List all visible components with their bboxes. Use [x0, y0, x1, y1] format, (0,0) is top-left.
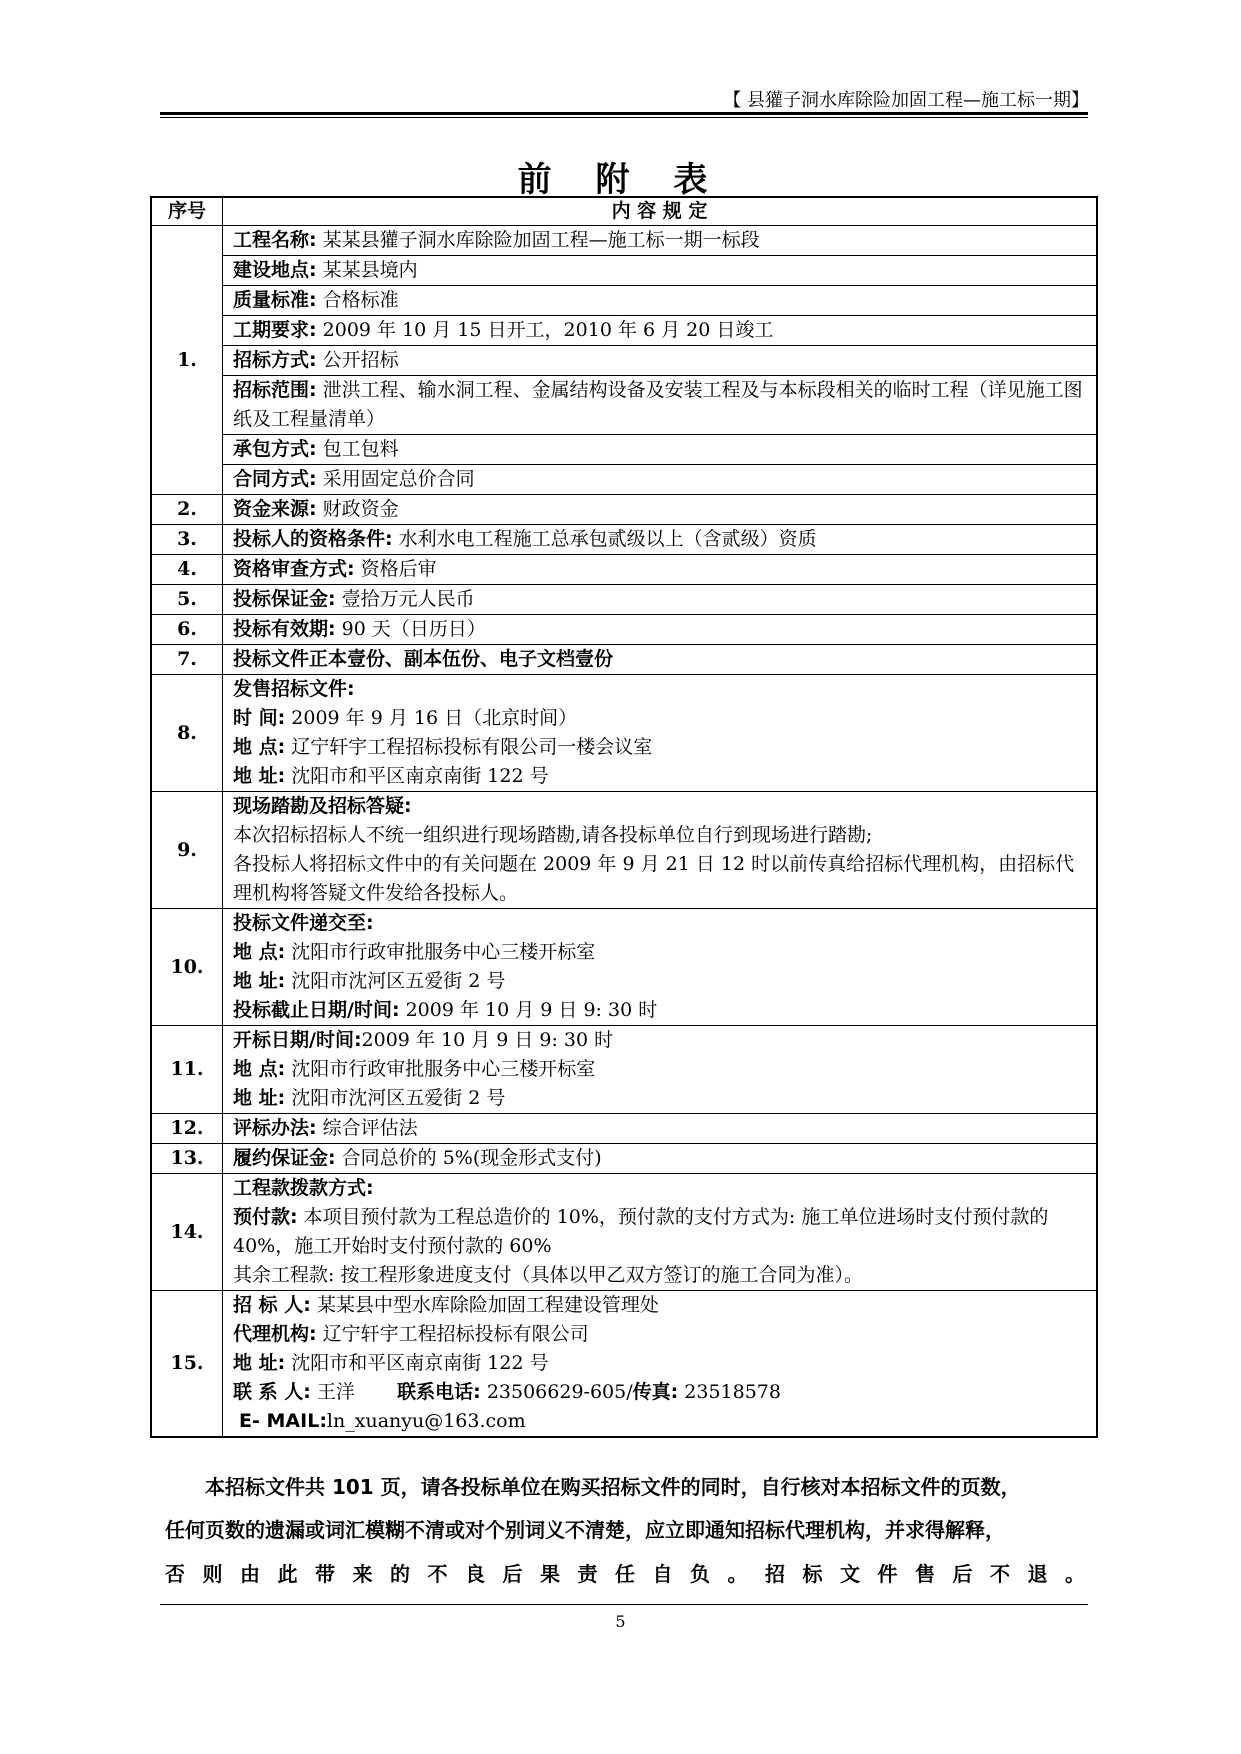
table-row — [151, 435, 1097, 465]
field-value: 沈阳市行政审批服务中心三楼开标室 — [291, 1058, 596, 1080]
table-row — [151, 909, 1097, 1026]
table-cell — [223, 256, 1098, 286]
field-label: 联 系 人: — [233, 1381, 311, 1403]
field-value: 90 天（日历日） — [341, 618, 486, 640]
row-number: 6. — [151, 615, 223, 645]
table-cell — [223, 376, 1098, 435]
table-cell — [223, 585, 1098, 615]
detail-line — [233, 938, 1086, 967]
field-label: 投标文件正本壹份、副本伍份、电子文档壹份 — [233, 648, 614, 670]
field-value: 包工包料 — [322, 438, 399, 460]
table-row — [151, 1114, 1097, 1144]
field-value: 某某县境内 — [322, 259, 418, 281]
table-row — [151, 1026, 1097, 1114]
field-value: 辽宁轩宇工程招标投标有限公司一楼会议室 — [291, 736, 653, 758]
table-cell — [223, 495, 1098, 525]
row-number: 2. — [151, 495, 223, 525]
email-value: ln_xuanyu@163.com — [326, 1410, 526, 1432]
notice-line-1: 本招标文件共 101 页，请各投标单位在购买招标文件的同时，自行核对本招标文件的页数， — [205, 1475, 1021, 1499]
field-value: 2009 年 9 月 16 日（北京时间） — [291, 707, 578, 729]
table-cell — [223, 675, 1098, 792]
field-value: 水利水电工程施工总承包贰级以上（含贰级）资质 — [398, 528, 817, 550]
field-label: 地 址: — [233, 1352, 286, 1374]
table-row — [151, 346, 1097, 376]
field-label: 开标日期/时间: — [233, 1029, 362, 1051]
field-value: 23506629-605/ — [486, 1381, 633, 1403]
row-number: 4. — [151, 555, 223, 585]
field-label: 地 点: — [233, 1058, 286, 1080]
header-rule-thin — [160, 117, 1088, 118]
table-cell — [223, 1291, 1098, 1438]
field-value: 综合评估法 — [322, 1117, 418, 1139]
field-value: 本项目预付款为工程总造价的 10%，预付款的支付方式为: 施工单位进场时支付预付款的 40%，施工开始时支付预付款的 60% — [233, 1206, 1049, 1257]
table-cell — [223, 555, 1098, 585]
field-label: 招 标 人: — [233, 1294, 311, 1316]
table-cell — [223, 525, 1098, 555]
header-rule-thick — [160, 112, 1088, 115]
table-cell — [223, 286, 1098, 316]
detail-line — [233, 1055, 1086, 1084]
field-value: 某某县獾子洞水库除险加固工程—施工标一期一标段 — [322, 229, 760, 251]
row-number: 7. — [151, 645, 223, 675]
field-value: 财政资金 — [322, 498, 399, 520]
table-row — [151, 525, 1097, 555]
detail-line — [233, 1320, 1086, 1349]
field-value: 沈阳市行政审批服务中心三楼开标室 — [291, 941, 596, 963]
field-label: 地 点: — [233, 736, 286, 758]
field-label: 地 址: — [233, 970, 286, 992]
section-heading: 发售招标文件: — [233, 678, 355, 700]
field-value: 2009 年 10 月 9 日 9: 30 时 — [405, 999, 658, 1021]
table-cell — [223, 1114, 1098, 1144]
field-label: 地 址: — [233, 765, 286, 787]
field-label: 代理机构: — [233, 1323, 317, 1345]
page-number: 5 — [615, 1612, 626, 1631]
table-cell — [223, 226, 1098, 256]
table-cell — [223, 909, 1098, 1026]
table-row — [151, 256, 1097, 286]
field-value: 2009 年 10 月 15 日开工，2010 年 6 月 20 日竣工 — [322, 319, 774, 341]
detail-line — [233, 1291, 1086, 1320]
field-label: 资金来源: — [233, 498, 317, 520]
detail-line — [233, 967, 1086, 996]
field-label: 投标截止日期/时间: — [233, 999, 400, 1021]
field-value: 公开招标 — [322, 349, 399, 371]
row-number: 1. — [151, 226, 223, 495]
table-row — [151, 1291, 1097, 1438]
field-value: 沈阳市沈河区五爱街 2 号 — [291, 1087, 506, 1109]
field-value: 合格标准 — [322, 289, 399, 311]
field-label: 招标范围: — [233, 379, 317, 401]
detail-line: 本次招标招标人不统一组织进行现场踏勘,请各投标单位自行到现场进行踏勘; — [233, 824, 873, 846]
field-label: 投标人的资格条件: — [233, 528, 393, 550]
table-row — [151, 675, 1097, 792]
field-label: 评标办法: — [233, 1117, 317, 1139]
field-label: 投标保证金: — [233, 588, 336, 610]
detail-line — [233, 1084, 1086, 1113]
section-heading: 现场踏勘及招标答疑: — [233, 795, 412, 817]
section-heading: 工程款拨款方式: — [233, 1177, 374, 1199]
field-value: 王洋 — [316, 1381, 355, 1403]
table-cell — [223, 645, 1098, 675]
row-number: 9. — [151, 792, 223, 909]
field-label: 工期要求: — [233, 319, 317, 341]
field-label: 地 点: — [233, 941, 286, 963]
table-cell — [223, 435, 1098, 465]
field-value: 2009 年 10 月 9 日 9: 30 时 — [361, 1029, 614, 1051]
detail-line — [233, 1349, 1086, 1378]
row-number: 3. — [151, 525, 223, 555]
front-attached-table — [150, 196, 1098, 1438]
document-header-title: 【 县獾子洞水库除险加固工程—施工标一期】 — [723, 90, 1089, 111]
field-value: 23518578 — [684, 1381, 781, 1403]
field-label: 预付款: — [233, 1206, 298, 1228]
table-cell — [223, 1026, 1098, 1114]
detail-line — [233, 762, 1086, 791]
row-number: 13. — [151, 1144, 223, 1174]
field-label: 合同方式: — [233, 468, 317, 490]
table-cell — [223, 316, 1098, 346]
row-number: 12. — [151, 1114, 223, 1144]
detail-line — [233, 1378, 1086, 1407]
notice-line-2: 任何页数的遗漏或词汇模糊不清或对个别词义不清楚，应立即通知招标代理机构，并求得解释， — [165, 1518, 1005, 1542]
table-cell — [223, 1144, 1098, 1174]
column-header-content: 内 容 规 定 — [223, 197, 1098, 226]
field-value: 泄洪工程、输水洞工程、金属结构设备及安装工程及与本标段相关的临时工程（详见施工图纸及工程量清单） — [233, 379, 1083, 430]
detail-line — [233, 996, 1086, 1025]
row-number: 10. — [151, 909, 223, 1026]
field-value: 辽宁轩宇工程招标投标有限公司 — [322, 1323, 589, 1345]
field-label: 质量标准: — [233, 289, 317, 311]
notice-line-3: 否则由此带来的不良后果责任自负。招标文件售后不退。 — [165, 1562, 1085, 1586]
table-header-row — [151, 197, 1097, 226]
table-row — [151, 316, 1097, 346]
field-label: 地 址: — [233, 1087, 286, 1109]
row-number: 8. — [151, 675, 223, 792]
field-value: 采用固定总价合同 — [322, 468, 475, 490]
column-header-no: 序号 — [151, 197, 223, 226]
field-label: 资格审查方式: — [233, 558, 355, 580]
table-row — [151, 226, 1097, 256]
detail-line: 其余工程款: 按工程形象进度支付（具体以甲乙双方签订的施工合同为准）。 — [233, 1264, 863, 1286]
detail-line: 各投标人将招标文件中的有关问题在 2009 年 9 月 21 日 12 时以前传真给招标代理机构，由招标代理机构将答疑文件发给各投标人。 — [233, 853, 1075, 904]
row-number: 14. — [151, 1174, 223, 1291]
table-row — [151, 376, 1097, 435]
field-value: 某某县中型水库除险加固工程建设管理处 — [316, 1294, 659, 1316]
row-number: 5. — [151, 585, 223, 615]
detail-line — [233, 704, 1086, 733]
table-row — [151, 465, 1097, 495]
detail-line — [233, 1203, 1086, 1261]
field-value: 沈阳市和平区南京南街 122 号 — [291, 765, 549, 787]
footer-rule — [160, 1604, 1088, 1605]
table-cell — [223, 346, 1098, 376]
field-label: 建设地点: — [233, 259, 317, 281]
field-label: 联系电话: — [397, 1381, 481, 1403]
table-row — [151, 1144, 1097, 1174]
field-value: 资格后审 — [360, 558, 437, 580]
table-cell — [223, 792, 1098, 909]
field-value: 沈阳市和平区南京南街 122 号 — [291, 1352, 549, 1374]
table-cell — [223, 465, 1098, 495]
field-value: 合同总价的 5%(现金形式支付) — [341, 1147, 602, 1169]
table-row — [151, 495, 1097, 525]
field-label: 招标方式: — [233, 349, 317, 371]
detail-line — [233, 733, 1086, 762]
table-row — [151, 645, 1097, 675]
detail-line — [233, 1026, 1086, 1055]
table-row — [151, 615, 1097, 645]
field-label: 工程名称: — [233, 229, 317, 251]
table-cell — [223, 1174, 1098, 1291]
field-label: E- MAIL: — [239, 1410, 327, 1432]
table-row — [151, 286, 1097, 316]
field-label: 传真: — [632, 1381, 679, 1403]
table-row — [151, 792, 1097, 909]
field-label: 时 间: — [233, 707, 286, 729]
table-row — [151, 585, 1097, 615]
field-label: 投标有效期: — [233, 618, 336, 640]
field-value: 壹拾万元人民币 — [341, 588, 475, 610]
table-row — [151, 1174, 1097, 1291]
row-number: 11. — [151, 1026, 223, 1114]
detail-line — [233, 1407, 1086, 1436]
page-title: 前 附 表 — [517, 160, 724, 200]
table-cell — [223, 615, 1098, 645]
field-label: 承包方式: — [233, 438, 317, 460]
field-value: 沈阳市沈河区五爱街 2 号 — [291, 970, 506, 992]
section-heading: 投标文件递交至: — [233, 912, 374, 934]
table-row — [151, 555, 1097, 585]
row-number: 15. — [151, 1291, 223, 1438]
field-label: 履约保证金: — [233, 1147, 336, 1169]
